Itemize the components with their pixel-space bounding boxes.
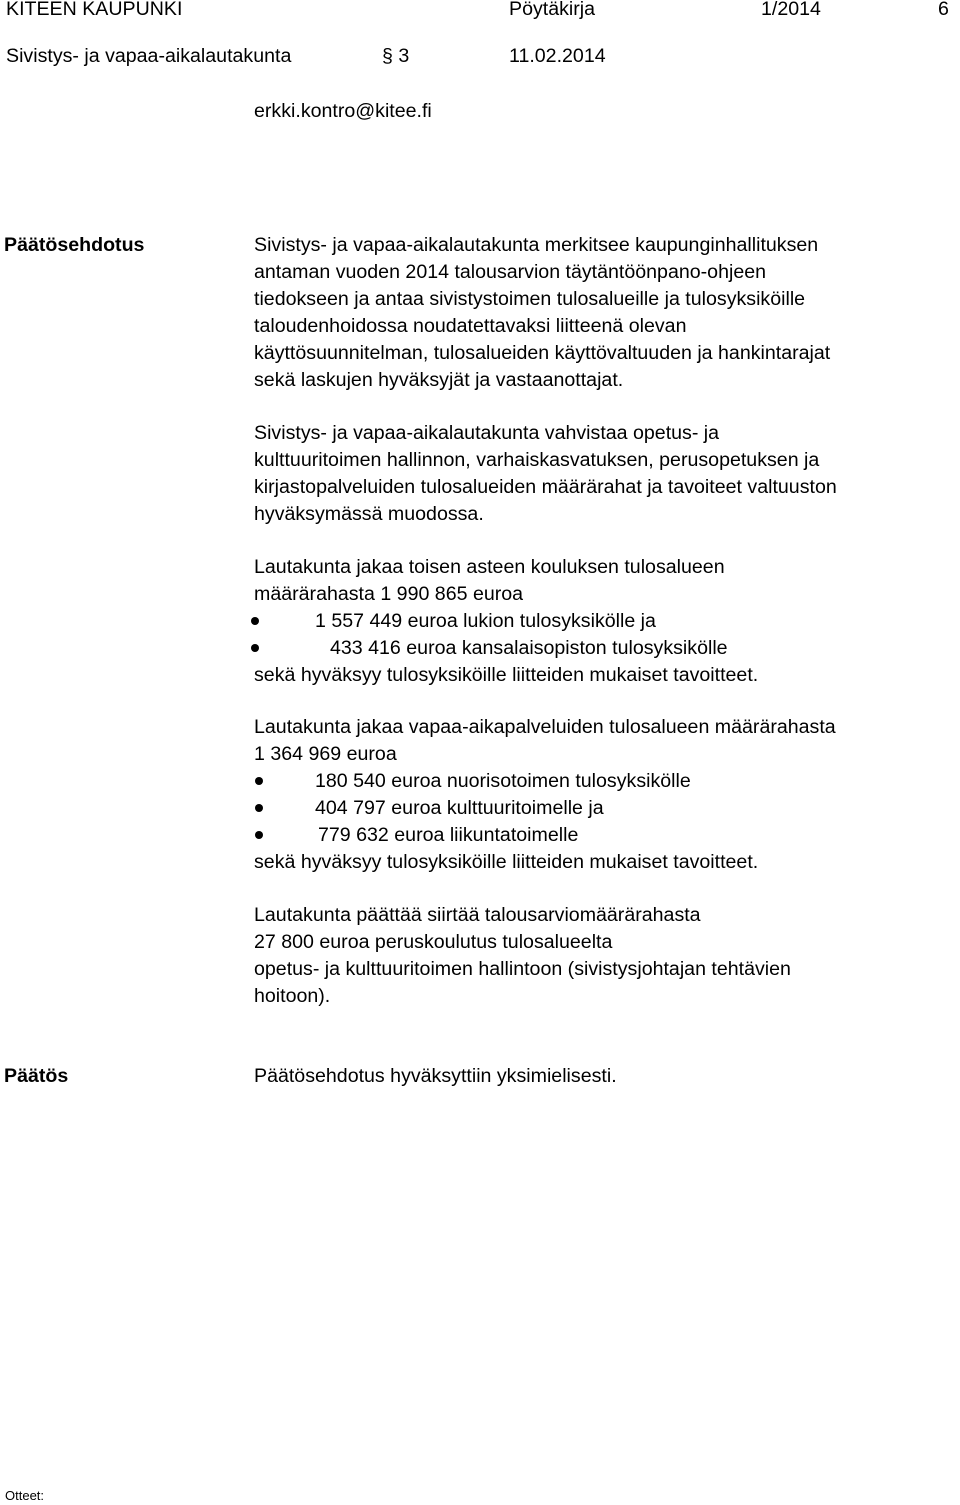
proposal-label: Päätösehdotus [4, 234, 145, 256]
text-line: käyttösuunnitelman, tulosalueiden käyttövaltuuden ja hankintarajat [254, 342, 831, 364]
text-line: antaman vuoden 2014 talousarvion täytäntöönpano-ohjeen [254, 261, 767, 283]
decision-text: Päätösehdotus hyväksyttiin yksimielisesti. [254, 1065, 617, 1087]
excerpts-label: Otteet: [5, 1488, 45, 1503]
page-number: 6 [938, 0, 949, 20]
list-item: 180 540 euroa nuorisotoimen tulosyksikölle [315, 770, 691, 792]
text-line: hoitoon). [254, 985, 331, 1007]
contact-email: erkki.kontro@kitee.fi [254, 100, 432, 122]
text-line: 1 364 969 euroa [254, 743, 397, 765]
section-number: § 3 [382, 45, 410, 67]
bullet-icon [255, 831, 263, 839]
document-type: Pöytäkirja [509, 0, 596, 20]
text-line: opetus- ja kulttuuritoimen hallintoon (sivistysjohtajan tehtävien [254, 958, 791, 980]
text-line: Sivistys- ja vapaa-aikalautakunta vahvistaa opetus- ja [254, 422, 720, 444]
text-line: sekä hyväksyy tulosyksiköille liitteiden mukaiset tavoitteet. [254, 664, 759, 686]
list-item: 779 632 euroa liikuntatoimelle [318, 824, 579, 846]
document-number: 1/2014 [761, 0, 821, 20]
text-line: määrärahasta 1 990 865 euroa [254, 583, 524, 605]
bullet-icon [251, 617, 259, 625]
bullet-icon [255, 804, 263, 812]
text-line: hyväksymässä muodossa. [254, 503, 484, 525]
text-line: Sivistys- ja vapaa-aikalautakunta merkitsee kaupunginhallituksen [254, 234, 819, 256]
text-line: Lautakunta päättää siirtää talousarviomäärärahasta [254, 904, 701, 926]
text-line: taloudenhoidossa noudatettavaksi liitteenä olevan [254, 315, 687, 337]
list-item: 1 557 449 euroa lukion tulosyksikölle ja [315, 610, 656, 632]
text-line: 27 800 euroa peruskoulutus tulosalueelta [254, 931, 613, 953]
organization-name: KITEEN KAUPUNKI [6, 0, 183, 20]
text-line: kirjastopalveluiden tulosalueiden määrärahat ja tavoiteet valtuuston [254, 476, 837, 498]
text-line: sekä hyväksyy tulosyksiköille liitteiden mukaiset tavoitteet. [254, 851, 759, 873]
decision-label: Päätös [4, 1065, 69, 1087]
list-item: 433 416 euroa kansalaisopiston tulosyksikölle [330, 637, 728, 659]
list-item: 404 797 euroa kulttuuritoimelle ja [315, 797, 604, 819]
meeting-date: 11.02.2014 [509, 45, 606, 67]
committee-name: Sivistys- ja vapaa-aikalautakunta [6, 45, 292, 67]
text-line: kulttuuritoimen hallinnon, varhaiskasvatuksen, perusopetuksen ja [254, 449, 820, 471]
text-line: Lautakunta jakaa toisen asteen kouluksen tulosalueen [254, 556, 725, 578]
text-line: tiedokseen ja antaa sivistystoimen tulosalueille ja tulosyksiköille [254, 288, 806, 310]
text-line: Lautakunta jakaa vapaa-aikapalveluiden tulosalueen määrärahasta [254, 716, 836, 738]
text-line: sekä laskujen hyväksyjät ja vastaanottajat. [254, 369, 624, 391]
bullet-icon [251, 644, 259, 652]
bullet-icon [255, 777, 263, 785]
